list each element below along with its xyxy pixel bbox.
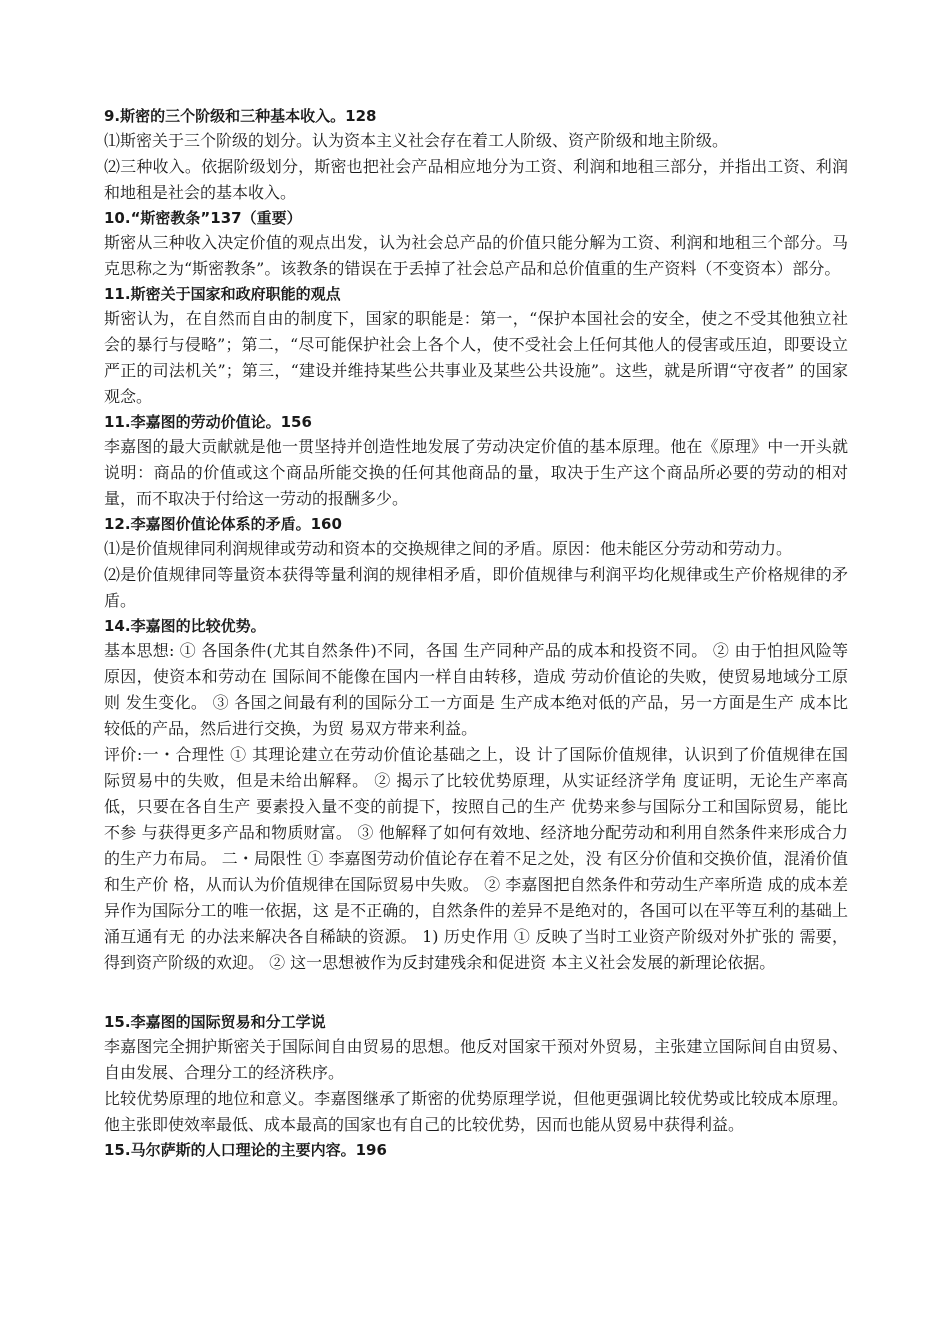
paragraph: ⑵是价值规律同等量资本获得等量利润的规律相矛盾，即价值规律与利润平均化规律或生产价格规律的矛盾。 [104,565,848,610]
section-15b [104,1138,848,1162]
section-heading: 15.李嘉图的国际贸易和分工学说 [104,1013,326,1031]
blank-gap [104,976,848,1010]
section-heading: 12.李嘉图价值论体系的矛盾。160 [104,515,342,533]
section-heading: 14.李嘉图的比较优势。 [104,617,266,635]
paragraph: 斯密从三种收入决定价值的观点出发，认为社会总产品的价值只能分解为工资、利润和地租三个部分。马克思称之为“斯密教条”。该教条的错误在于丢掉了社会总产品和总价值重的生产资料（不变资本）部分。 [104,233,848,278]
paragraph: 基本思想: ① 各国条件(尤其自然条件)不同，各国 生产同种产品的成本和投资不同。 ② 由于怕担风险等原因，使资本和劳动在 国际间不能像在国内一样自由转移，造成 劳动价值论的失败，使贸易地域分工原则 发生变化。 ③ 各国之间最有利的国际分工一方面是 生产成本绝对低的产品，另一方面是生产 成本比较低的产品，然后进行交换，为贸 易双方带来利益。 [104,641,848,738]
section-15a [104,1010,848,1138]
section-heading: 10.“斯密教条”137（重要） [104,209,302,227]
paragraph: 李嘉图完全拥护斯密关于国际间自由贸易的思想。他反对国家干预对外贸易，主张建立国际间自由贸易、自由发展、合理分工的经济秩序。 [104,1037,848,1082]
section-12 [104,512,848,614]
section-11b [104,410,848,512]
section-heading: 9.斯密的三个阶级和三种基本收入。128 [104,107,377,125]
section-11a [104,282,848,410]
paragraph: ⑵三种收入。依据阶级划分，斯密也把社会产品相应地分为工资、利润和地租三部分，并指出工资、利润和地租是社会的基本收入。 [104,157,848,202]
paragraph: ⑴斯密关于三个阶级的划分。认为资本主义社会存在着工人阶级、资产阶级和地主阶级。 [104,131,729,150]
section-heading: 11.李嘉图的劳动价值论。156 [104,413,312,431]
paragraph: ⑴是价值规律同利润规律或劳动和资本的交换规律之间的矛盾。原因：他未能区分劳动和劳动力。 [104,539,793,558]
paragraph: 李嘉图的最大贡献就是他一贯坚持并创造性地发展了劳动决定价值的基本原理。他在《原理》中一开头就说明：商品的价值或这个商品所能交换的任何其他商品的量，取决于生产这个商品所必要的劳动的相对量，而不取决于付给这一劳动的报酬多少。 [104,437,848,508]
section-14 [104,614,848,976]
section-heading: 15.马尔萨斯的人口理论的主要内容。196 [104,1141,387,1159]
paragraph: 斯密认为，在自然而自由的制度下，国家的职能是：第一，“保护本国社会的安全，使之不受其他独立社会的暴行与侵略”；第二，“尽可能保护社会上各个人，使不受社会上任何其他人的侵害或压迫，即要设立严正的司法机关”；第三，“建设并维持某些公共事业及某些公共设施”。这些，就是所谓“守夜者” 的国家观念。 [104,309,848,406]
document-page [104,104,848,1162]
section-9 [104,104,848,206]
paragraph: 比较优势原理的地位和意义。李嘉图继承了斯密的优势原理学说，但他更强调比较优势或比较成本原理。他主张即使效率最低、成本最高的国家也有自己的比较优势，因而也能从贸易中获得利益。 [104,1089,848,1134]
paragraph: 评价:一・合理性 ① 其理论建立在劳动价值论基础之上，设 计了国际价值规律，认识到了价值规律在国 际贸易中的失败，但是未给出解释。 ② 揭示了比较优势原理，从实证经济学角 度证明，无论生产率高低，只要在各自生产 要素投入量不变的前提下，按照自己的生产 优势来参与国际分工和国际贸易，能比不参 与获得更多产品和物质财富。 ③ 他解释了如何有效地、经济地分配劳动和利用自然条件来形成合力的生产力布局。 二・局限性 ① 李嘉图劳动价值论存在着不足之处，没 有区分价值和交换价值，混淆价值和生产价 格，从而认为价值规律在国际贸易中失败。 ② 李嘉图把自然条件和劳动生产率所造 成的成本差异作为国际分工的唯一依据，这 是不正确的，自然条件的差异不是绝对的，各国可以在平等互利的基础上涌互通有无 的办法来解决各自稀缺的资源。 1) 历史作用 ① 反映了当时工业资产阶级对外扩张的 需要，得到资产阶级的欢迎。 ② 这一思想被作为反封建残余和促进资 本主义社会发展的新理论依据。 [104,745,848,972]
section-heading: 11.斯密关于国家和政府职能的观点 [104,285,341,303]
section-10 [104,206,848,282]
